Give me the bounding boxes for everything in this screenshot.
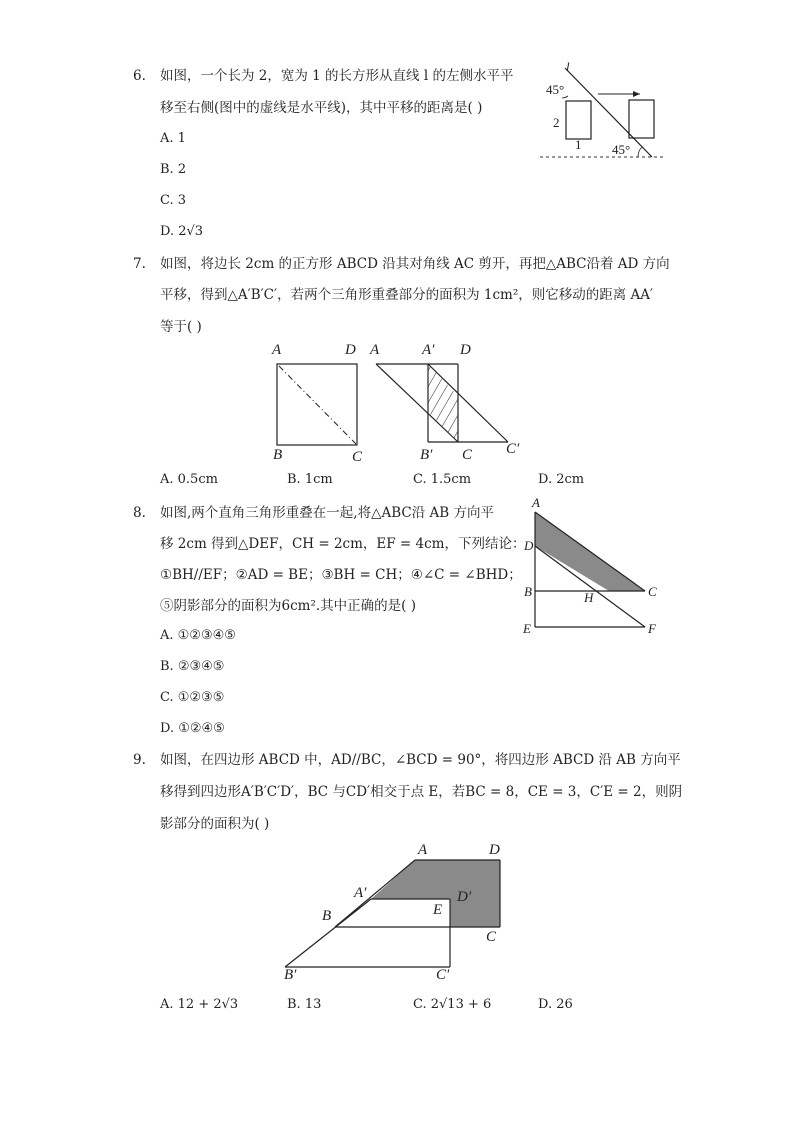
figure-label: B (273, 447, 283, 463)
q6-figure (530, 60, 670, 165)
figure-label: C (648, 584, 657, 599)
figure-label: C (462, 447, 473, 463)
option-d[interactable]: D. ①②④⑤ (160, 721, 225, 736)
figure-label: D′ (457, 889, 472, 905)
q8-figure (520, 500, 660, 635)
question-number: 8. (133, 505, 146, 521)
figure-label: 45° (546, 82, 565, 97)
question-text-line: 如图,两个直角三角形重叠在一起,将△ABC沿 AB 方向平 (160, 505, 494, 521)
option-c[interactable]: C. 3 (160, 193, 187, 208)
question-text-line: 如图，在四边形 ABCD 中，AD//BC，∠BCD = 90°，将四边形 ABCD 沿 AB 方向平 (160, 752, 681, 768)
option-a[interactable]: A. 0.5cm (160, 472, 218, 487)
figure-label: B′ (420, 447, 433, 463)
figure-label: D (489, 842, 500, 858)
figure-label: F (648, 621, 656, 636)
q7-figure (270, 340, 530, 470)
question-text-line: 移 2cm 得到△DEF，CH = 2cm，EF = 4cm，下列结论： (160, 536, 526, 552)
option-c[interactable]: C. ①②③⑤ (160, 690, 225, 705)
question-text-line: 移得到四边形A′B′C′D′，BC 与CD′相交于点 E，若BC = 8，CE = 3，C′E = 2，则阴 (160, 784, 683, 800)
option-a[interactable]: A. ①②③④⑤ (160, 628, 236, 643)
option-a[interactable]: A. 12 + 2√3 (160, 997, 239, 1012)
option-d[interactable]: D. 2√3 (160, 224, 204, 239)
question-text-line: 如图，一个长为 2，宽为 1 的长方形从直线 l 的左侧水平平 (160, 68, 514, 84)
q9-figure (280, 840, 520, 990)
question-number: 6. (133, 68, 146, 84)
figure-label: A (418, 842, 428, 858)
figure-label: A′ (354, 885, 367, 901)
figure-label: C (352, 449, 363, 465)
figure-label: l (566, 59, 570, 74)
figure-label: A (370, 342, 380, 358)
figure-label: A (272, 342, 282, 358)
figure-label: D (460, 342, 471, 358)
figure-label: E (433, 902, 443, 918)
question-text-line: 平移，得到△A′B′C′，若两个三角形重叠部分的面积为 1cm²，则它移动的距离 AA′ (160, 287, 654, 303)
figure-label: B (322, 908, 332, 924)
question-text-line: 等于( ) (160, 319, 202, 335)
question-number: 7. (133, 256, 146, 272)
question-text-line: ⑤阴影部分的面积为6cm².其中正确的是( ) (160, 598, 416, 614)
question-text-line: 影部分的面积为( ) (160, 816, 270, 832)
option-d[interactable]: D. 26 (538, 997, 573, 1012)
figure-label: D (524, 538, 534, 553)
question-text-line: ①BH//EF；②AD = BE；③BH = CH；④∠C = ∠BHD； (160, 567, 522, 583)
figure-label: C (486, 929, 497, 945)
figure-label: A′ (422, 342, 435, 358)
figure-label: H (584, 590, 594, 605)
figure-label: E (523, 621, 531, 636)
option-c[interactable]: C. 2√13 + 6 (413, 997, 492, 1012)
figure-label: 2 (553, 115, 560, 130)
option-d[interactable]: D. 2cm (538, 472, 585, 487)
figure-label: 45° (612, 142, 631, 157)
option-b[interactable]: B. ②③④⑤ (160, 659, 225, 674)
question-text-line: 移至右侧(图中的虚线是水平线)，其中平移的距离是( ) (160, 100, 483, 116)
figure-label: D (345, 342, 356, 358)
question-text-line: 如图，将边长 2cm 的正方形 ABCD 沿其对角线 AC 剪开，再把△ABC沿着 AD 方向 (160, 256, 670, 272)
option-b[interactable]: B. 1cm (287, 472, 333, 487)
option-b[interactable]: B. 2 (160, 162, 187, 177)
figure-label: B (524, 584, 532, 599)
figure-label: C′ (436, 967, 450, 983)
figure-label: 1 (575, 137, 582, 152)
figure-label: C′ (506, 441, 520, 457)
option-b[interactable]: B. 13 (287, 997, 322, 1012)
figure-label: B′ (284, 967, 297, 983)
question-number: 9. (133, 752, 146, 768)
option-a[interactable]: A. 1 (160, 131, 186, 146)
option-c[interactable]: C. 1.5cm (413, 472, 472, 487)
figure-label: A (532, 495, 540, 510)
